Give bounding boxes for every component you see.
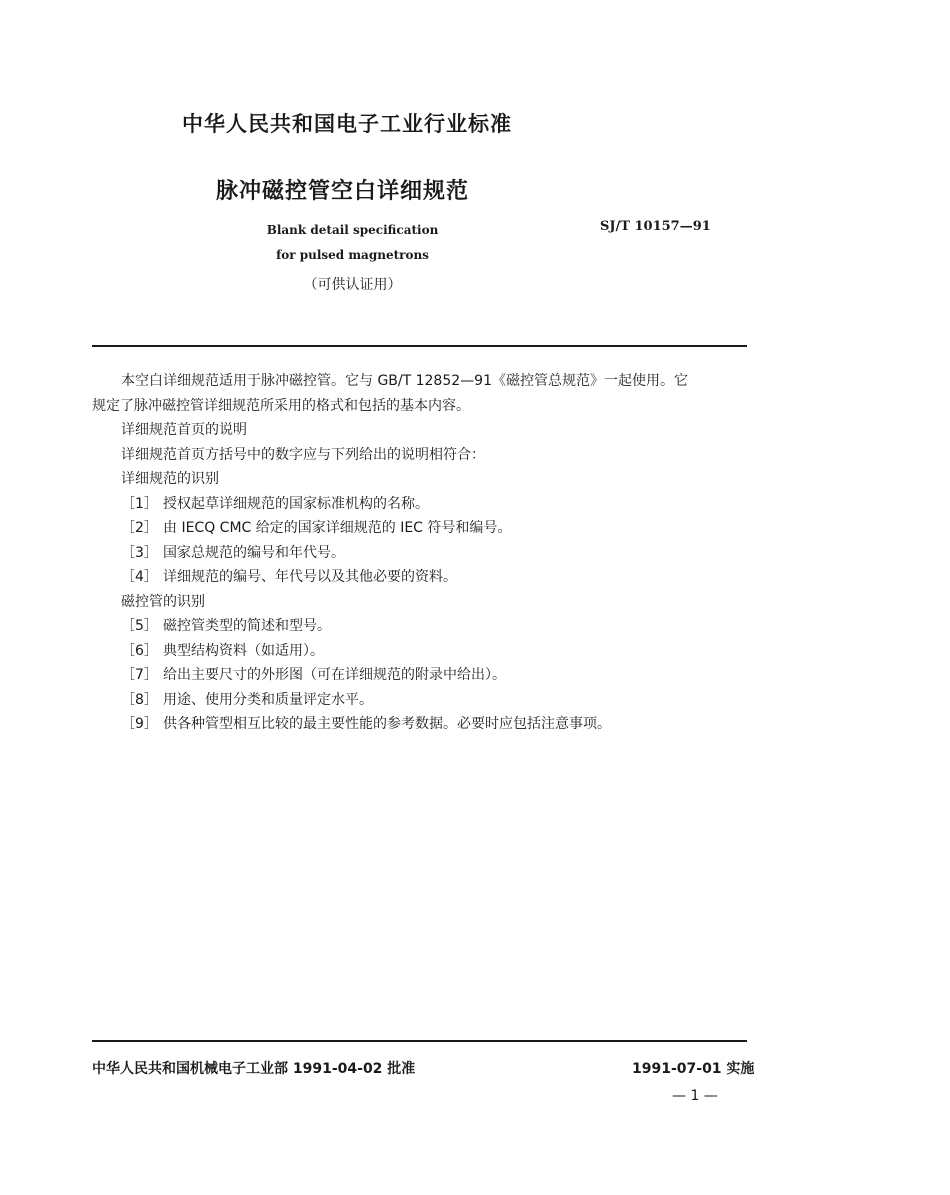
item-number: ［2］ [121, 520, 158, 536]
english-title-line-1: Blank detail specification [266, 223, 439, 237]
list-item [92, 565, 762, 590]
issuing-organization: 中华人民共和国电子工业行业标准 [182, 112, 512, 136]
standard-code: SJ/T 10157—91 [600, 219, 711, 234]
item-number: ［8］ [121, 691, 158, 708]
item-text: 典型结构资料（如适用）。 [163, 642, 324, 659]
list-item [92, 663, 762, 688]
list-item [92, 688, 762, 713]
item-number: ［6］ [121, 642, 158, 659]
certification-note: （可供认证用） [303, 277, 402, 293]
implementation-date: 1991-07-01 实施 [632, 1061, 755, 1077]
page-number: — 1 — [672, 1088, 718, 1104]
section-description: 详细规范首页方括号中的数字应与下列给出的说明相符合： [121, 446, 485, 463]
item-number: ［7］ [121, 667, 158, 683]
document-body [92, 369, 762, 737]
item-text: 授权起草详细规范的国家标准机构的名称。 [163, 495, 429, 512]
list-item [92, 541, 762, 566]
section-heading: 详细规范首页的说明 [121, 422, 247, 438]
top-divider [92, 345, 747, 347]
list-item [92, 492, 762, 517]
item-number: ［5］ [121, 618, 158, 634]
list-item [92, 614, 762, 639]
item-number: ［1］ [121, 495, 158, 512]
item-number: ［3］ [121, 544, 158, 561]
document-title: 脉冲磁控管空白详细规范 [216, 179, 470, 204]
english-title-line-2: for pulsed magnetrons [276, 248, 429, 262]
approval-statement: 中华人民共和国机械电子工业部 1991-04-02 批准 [92, 1061, 416, 1077]
item-text: 由 IECQ CMC 给定的国家详细规范的 IEC 符号和编号。 [163, 520, 512, 536]
list-item [92, 516, 762, 541]
intro-paragraph-line-1: 本空白详细规范适用于脉冲磁控管。它与 GB/T 12852—91《磁控管总规范》一起使用。它 [121, 373, 688, 389]
bottom-divider [92, 1040, 747, 1042]
item-text: 给出主要尺寸的外形图（可在详细规范的附录中给出）。 [163, 667, 506, 683]
item-text: 用途、使用分类和质量评定水平。 [163, 691, 373, 708]
list-item [92, 639, 762, 664]
item-text: 磁控管类型的简述和型号。 [163, 618, 331, 634]
item-text: 供各种管型相互比较的最主要性能的参考数据。必要时应包括注意事项。 [163, 716, 611, 732]
list-item [92, 712, 762, 737]
item-number: ［9］ [121, 716, 158, 732]
item-number: ［4］ [121, 569, 158, 585]
intro-paragraph-line-2: 规定了脉冲磁控管详细规范所采用的格式和包括的基本内容。 [92, 397, 470, 414]
item-text: 详细规范的编号、年代号以及其他必要的资料。 [163, 569, 457, 585]
identification-heading: 详细规范的识别 [121, 471, 219, 487]
magnetron-identification-heading: 磁控管的识别 [121, 593, 205, 610]
item-text: 国家总规范的编号和年代号。 [163, 544, 345, 561]
